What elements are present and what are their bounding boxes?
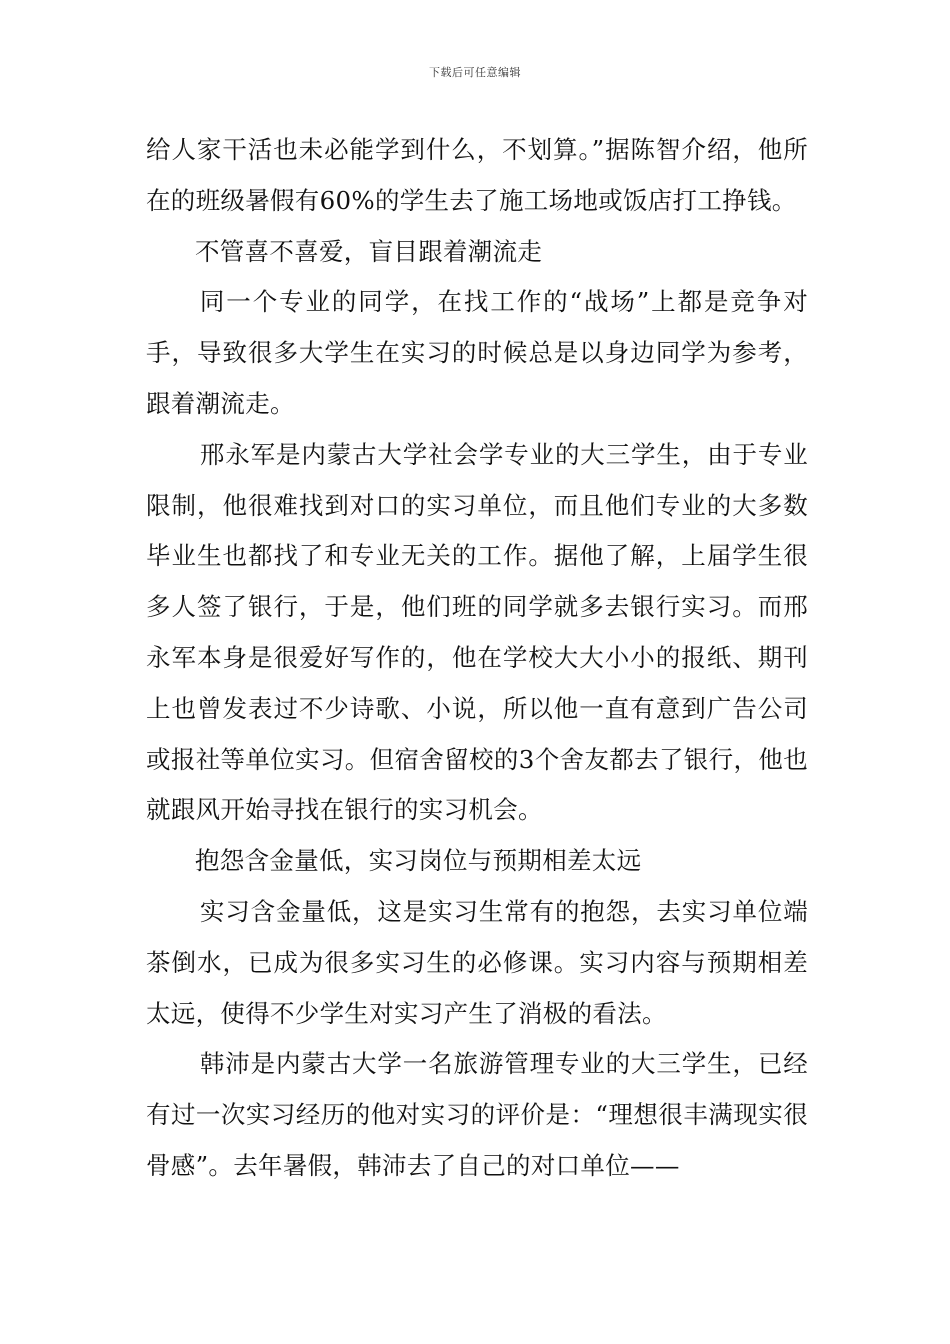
subheading-low-value: 抱怨含金量低，实习岗位与预期相差太远: [195, 846, 642, 876]
paragraph-low-value: 实习含金量低，这是实习生常有的抱怨，去实习单位端茶倒水，已成为很多实习生的必修课。实习内容与预期相差太远，使得不少学生对实习产生了消极的看法。: [146, 896, 808, 1028]
paragraph-xing-yongjun: 邢永军是内蒙古大学社会学专业的大三学生，由于专业限制，他很难找到对口的实习单位，而且他们专业的大多数毕业生也都找了和专业无关的工作。据他了解，上届学生很多人签了银行，于是，他们班的同学就多去银行实习。而邢永军本身是很爱好写作的，他在学校大大小小的报纸、期刊上也曾发表过不少诗歌、小说，所以他一直有意到广告公司或报社等单位实习。但宿舍留校的3个舍友都去了银行，他也就跟风开始寻找在银行的实习机会。: [146, 439, 808, 825]
subheading-follow-trend: 不管喜不喜爱，盲目跟着潮流走: [195, 236, 543, 266]
paragraph-continuation: 给人家干活也未必能学到什么，不划算。”据陈智介绍，他所在的班级暑假有60%的学生去了施工场地或饭店打工挣钱。: [146, 135, 808, 215]
paragraph-han-pei: 韩沛是内蒙古大学一名旅游管理专业的大三学生，已经有过一次实习经历的他对实习的评价是：“理想很丰满现实很骨感”。去年暑假，韩沛去了自己的对口单位——: [146, 1049, 808, 1180]
page-header-note: 下载后可任意编辑: [429, 66, 521, 79]
article-body: [146, 125, 808, 1192]
paragraph-competition: 同一个专业的同学，在找工作的“战场”上都是竞争对手，导致很多大学生在实习的时候总是以身边同学为参考，跟着潮流走。: [146, 287, 808, 418]
